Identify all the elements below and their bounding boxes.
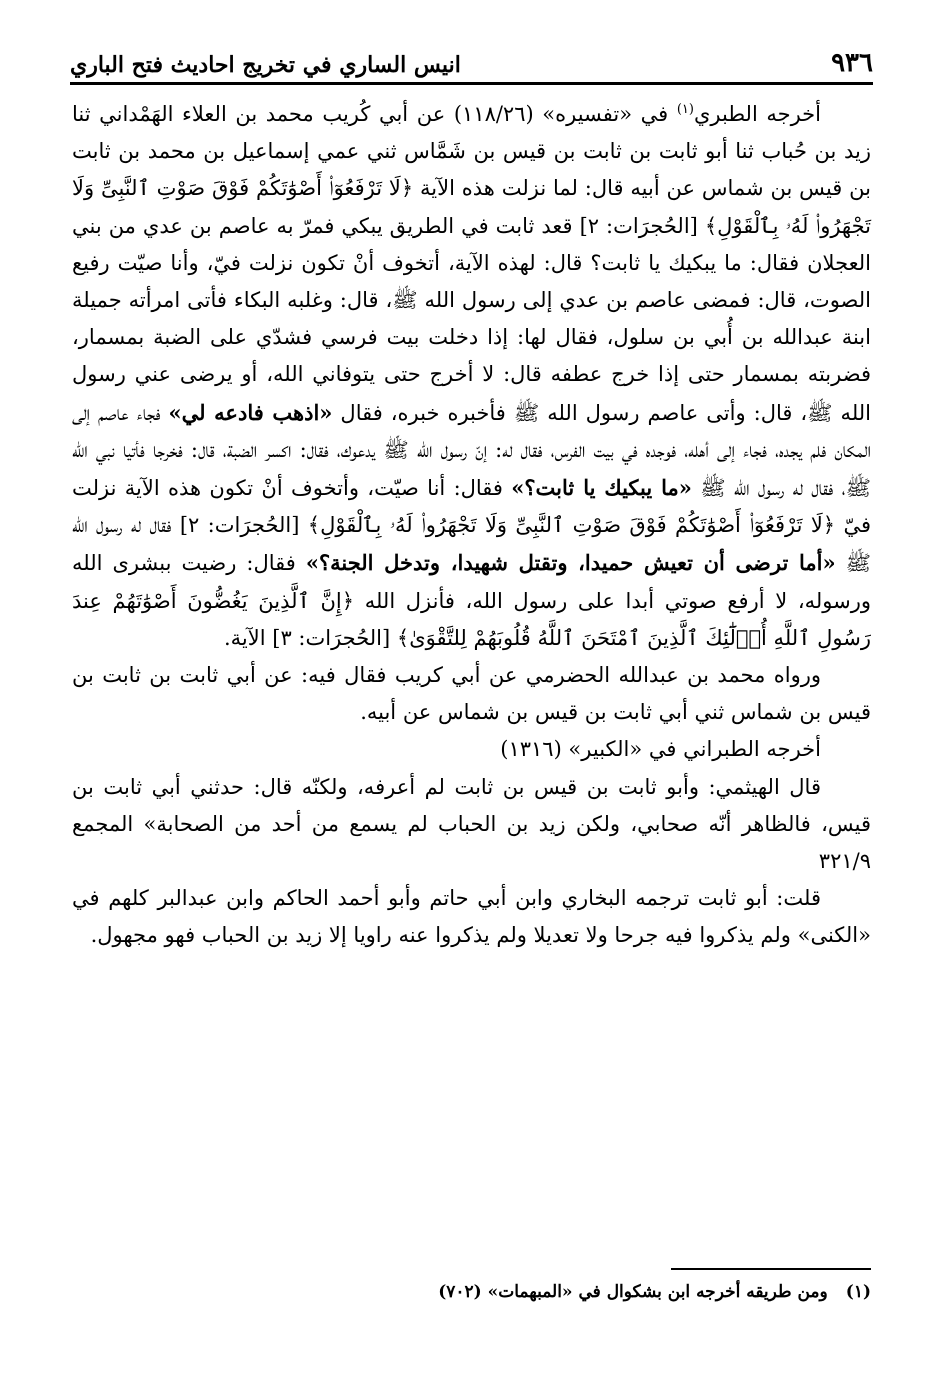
running-title: انيس الساري في تخريج احاديث فتح الباري — [70, 52, 461, 78]
quran-verse: ﴿لَا تَرْفَعُوٓا۟ أَصْوَٰتَكُمْ فَوْقَ صَوْتِ ٱلنَّبِىِّ وَلَا تَجْهَرُوا۟ لَهُۥ بِٱلْقَوْلِ﴾ — [72, 176, 871, 238]
page-number: ٩٣٦ — [831, 48, 873, 78]
paragraph-comment: قلت: أبو ثابت ترجمه البخاري وابن أبي حاتم وأبو أحمد الحاكم وابن عبدالبر كلهم في «الكنى» ولم يذكروا فيه جرحا ولا تعديلا ولم يذكروا عنه راويا إلا زيد بن الحباب فهو مجهول. — [72, 886, 871, 948]
prophetic-quote: «اذهب فادعه لي» — [168, 399, 333, 425]
text-run: فقال: أنا صيّت، وأتخوف أنْ تكون هذه الآية نزلت فيّ — [72, 476, 872, 538]
footnote-text: ومن طريقه أخرجه ابن بشكوال في «المبهمات» (٧٠٢) — [438, 1282, 828, 1302]
footnote-marker: (١) — [676, 102, 694, 117]
header-rule — [70, 82, 873, 85]
text-run: [الحُجرَات: ٣] الآية. — [223, 625, 397, 650]
main-text — [72, 96, 871, 955]
text-run: أخرجه الطبري — [693, 102, 821, 126]
text-run: فقال: رضيت ببشرى الله ورسوله، لا أرفع صوتي أبدا على رسول الله، فأنزل الله — [72, 551, 871, 613]
footnote-number: (١) — [845, 1282, 871, 1302]
text-run: [الحُجرَات: ٢] قعد ثابت في الطريق يبكي فمرّ به عاصم بن عدي من بني العجلان فقال: ما يبكيك يا ثابت؟ قال: لهذه الآية، أتخوف أنْ تكون نزلت فيّ، وأنا صيّت رفيع الصوت، قال: فمضى عاصم بن عدي إلى رسول الله ﷺ، قال: وغلبه البكاء فأتى امرأته جميلة ابنة عبدالله بن أُبي بن سلول، فقال لها: إذا دخلت بيت فرسي فشدّي على الضبة بمسمار، فضربته بمسمار حتى إذا خرج عطفه قال: لا أخرج حتى يتوفاني الله، أو يرضى عني رسول الله ﷺ، قال: وأتى عاصم رسول الله ﷺ فأخبره خبره، فقال — [72, 213, 872, 425]
footnote — [72, 1278, 871, 1306]
paragraph-haythami: قال الهيثمي: وأبو ثابت بن قيس بن ثابت لم أعرفه، ولكنّه قال: حدثني أبي ثابت بن قيس، فالظاهر أنّه صحابي، ولكن زيد بن الحباب لم يسمع من أحد من الصحابة» المجمع ٣٢١/٩ — [72, 774, 871, 874]
footnote-rule — [671, 1268, 871, 1270]
paragraph-hadith — [72, 96, 871, 657]
text-run: في «تفسيره» (١١٨/٢٦) عن أبي كُريب محمد بن العلاء الهَمْداني ثنا زيد بن حُباب ثنا أبو ثابت بن ثابت بن قيس بن شَمَّاس ثني عمي إسماعيل بن محمد بن ثابت بن قيس بن شماس عن أبيه قال: لما نزلت هذه الآية — [72, 102, 871, 201]
paragraph-riwaya: ورواه محمد بن عبدالله الحضرمي عن أبي كريب فقال فيه: عن أبي ثابت بن ثابت بن قيس بن شماس ثني أبي ثابت بن قيس بن شماس عن أبيه. — [72, 663, 871, 725]
prophetic-quote: «ما يبكيك يا ثابت؟» — [511, 475, 692, 501]
quran-verse: ﴿إِنَّ ٱلَّذِينَ يَغُضُّونَ أَصْوَٰتَهُمْ عِندَ رَسُولِ ٱللَّهِ أُو۟لَٰٓئِكَ ٱلَّذِينَ ٱمْتَحَنَ ٱللَّهُ قُلُوبَهُمْ لِلتَّقْوَىٰ﴾ — [72, 588, 871, 650]
page-header — [70, 34, 873, 78]
quran-verse: ﴿لَا تَرْفَعُوٓا۟ أَصْوَٰتَكُمْ فَوْقَ صَوْتِ ٱلنَّبِىِّ وَلَا تَجْهَرُوا۟ لَهُۥ بِٱلْقَوْلِ﴾ — [307, 513, 836, 538]
paragraph-takhrij: أخرجه الطبراني في «الكبير» (١٣١٦) — [500, 737, 821, 762]
prophetic-quote: «أما ترضى أن تعيش حميدا، وتقتل شهيدا، وتدخل الجنة؟» — [305, 550, 836, 576]
text-run: [الحُجرَات: ٢] فقال له رسول الله ﷺ — [72, 513, 871, 576]
text-run: فجاء عاصم إلى المكان فلم يجده، فجاء إلى أهله، فوجده في بيت الفرس، فقال له: إنّ رسول الله ﷺ يدعوك، فقال: اكسر الضبة، قال: فخرجا فأتيا نبي الله ﷺ، فقال له رسول الله ﷺ — [72, 400, 871, 501]
